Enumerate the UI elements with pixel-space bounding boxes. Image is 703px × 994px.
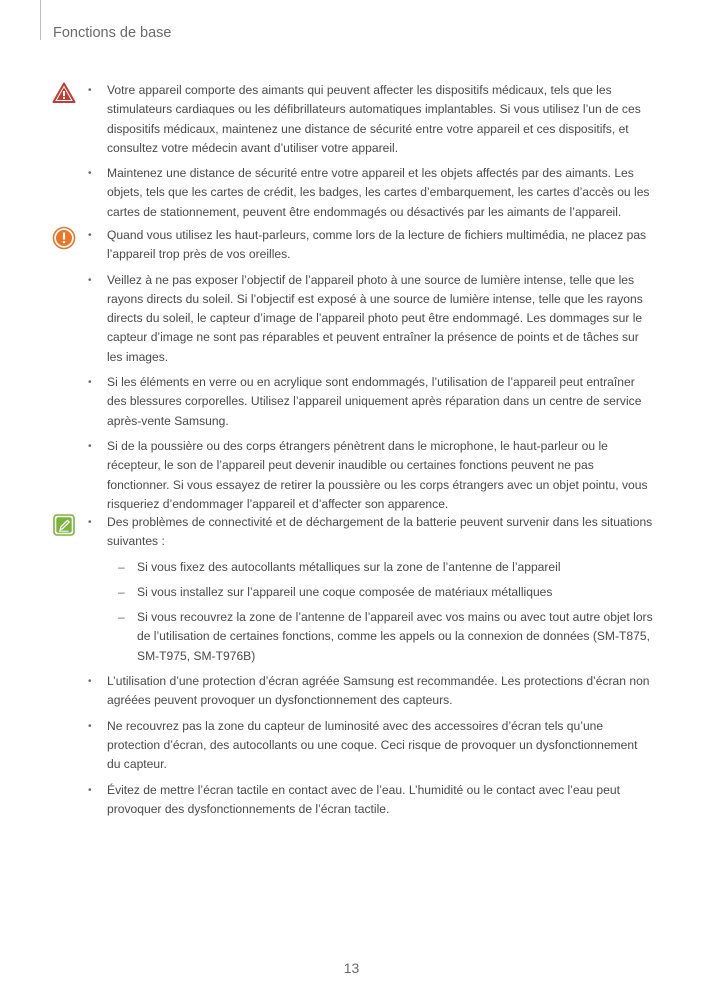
warning-triangle-icon: [52, 81, 76, 105]
page-header: Fonctions de base: [53, 25, 172, 41]
list-item-text: Des problèmes de connectivité et de déchargement de la batterie peuvent survenir dans les situations suivantes :: [107, 515, 653, 549]
list-item: • Veillez à ne pas exposer l’objectif de l’appareil photo à une source de lumière intense, telle que les rayons directs du soleil. Si l’objectif est exposé à une source de lumière intense, telle que les rayons directs du soleil, le capteur d’image de l’appareil photo peut être endommagé. Les dommages sur le capteur d’image ne sont pas réparables et peuvent entraîner la présence de points et de tâches sur les images.: [88, 271, 653, 367]
list-item: • Quand vous utilisez les haut-parleurs, comme lors de la lecture de fichiers multimédia, ne placez pas l’appareil trop près de vos oreilles.: [88, 226, 653, 265]
caution-section: [88, 226, 653, 520]
list-item: • Si les éléments en verre ou en acrylique sont endommagés, l’utilisation de l’appareil peut entraîner des blessures corporelles. Utilisez l’appareil uniquement après réparation dans un centre de service après-vente Samsung.: [88, 373, 653, 431]
list-item: • L’utilisation d’une protection d’écran agréée Samsung est recommandée. Les protections d’écran non agréées peuvent provoquer un dysfonctionnement des capteurs.: [88, 672, 653, 711]
note-pencil-icon: [52, 513, 76, 537]
list-item: [88, 513, 653, 666]
sub-list-item: – Si vous recouvrez la zone de l’antenne de l’appareil avec vos mains ou avec tout autre objet lors de l’utilisation de certaines fonctions, comme les appels ou la connexion de données (SM-T875, SM-T975, SM-T976B): [107, 608, 653, 666]
sub-list-item: – Si vous fixez des autocollants métalliques sur la zone de l’antenne de l’appareil: [107, 558, 653, 577]
note-section: [88, 513, 653, 825]
list-item: • Évitez de mettre l’écran tactile en contact avec de l’eau. L’humidité ou le contact avec l’eau peut provoquer des dysfonctionnements de l’écran tactile.: [88, 781, 653, 820]
warning-section: [88, 81, 653, 228]
list-item: • Si de la poussière ou des corps étrangers pénètrent dans le microphone, le haut-parleur ou le récepteur, le son de l’appareil peut devenir inaudible ou certaines fonctions peuvent ne pas fonctionner. Si vous essayez de retirer la poussière ou les corps étrangers avec un objet pointu, vous risqueriez d’endommager l’appareil et d’affecter son apparence.: [88, 437, 653, 514]
sub-list-item: – Si vous installez sur l’appareil une coque composée de matériaux métalliques: [107, 583, 653, 602]
page-number: 13: [343, 960, 360, 976]
list-item: • Votre appareil comporte des aimants qui peuvent affecter les dispositifs médicaux, tels que les stimulateurs cardiaques ou les défibrillateurs automatiques implantables. Si vous utilisez l’un de ces dispositifs médicaux, maintenez une distance de sécurité entre votre appareil et ces dispositifs, et consultez votre médecin avant d’utiliser votre appareil.: [88, 81, 653, 158]
list-item: • Maintenez une distance de sécurité entre votre appareil et les objets affectés par des aimants. Les objets, tels que les cartes de crédit, les badges, les cartes d’embarquement, les cartes d’accès ou les cartes de stationnement, peuvent être endommagés ou désactivés par les aimants de l’appareil.: [88, 164, 653, 222]
caution-exclamation-icon: [52, 226, 76, 250]
list-item: • Ne recouvrez pas la zone du capteur de luminosité avec des accessoires d’écran tels qu’une protection d’écran, des autocollants ou une coque. Ceci risque de provoquer un dysfonctionnement du capteur.: [88, 717, 653, 775]
header-rule: [40, 0, 41, 40]
